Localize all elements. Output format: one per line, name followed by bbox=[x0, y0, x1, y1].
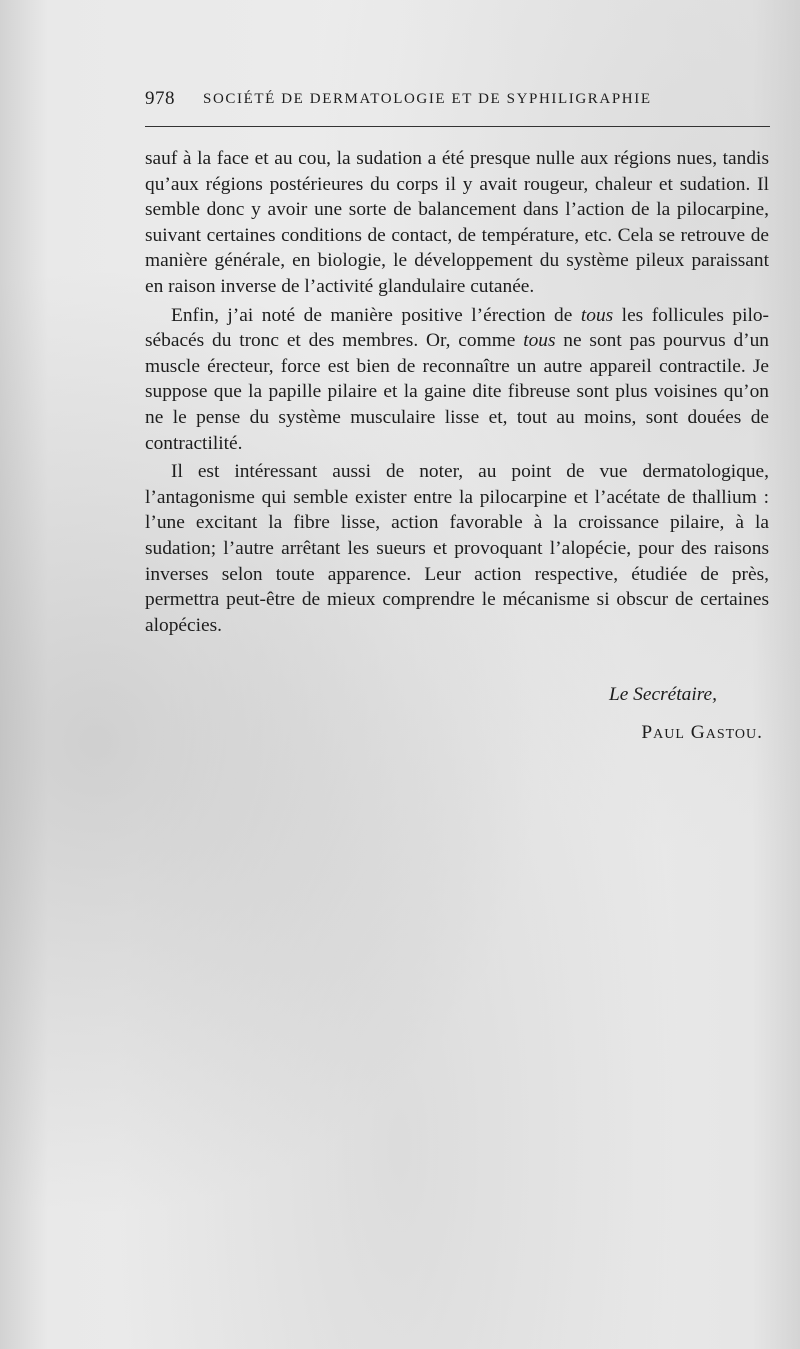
page-number: 978 bbox=[145, 88, 175, 109]
paragraph-2 bbox=[145, 303, 769, 457]
body-text bbox=[145, 146, 769, 638]
emphasis-tous-2: tous bbox=[523, 330, 556, 352]
paragraph-1: sauf à la face et au cou, la sudation a été presque nulle aux régions nues, tandis qu’aux régions postérieures du corps il y avait rougeur, chaleur et sudation. Il semble donc y avoir une sorte de balancement dans l’action de la pilocarpine, suivant certaines conditions de contact, de température, etc. Cela se retrouve de manière générale, en biologie, le développement du système pileux paraissant en raison inverse de l’activité glandulaire cutanée. bbox=[145, 148, 769, 297]
journal-title: SOCIÉTÉ DE DERMATOLOGIE ET DE SYPHILIGRAPHIE bbox=[203, 91, 652, 107]
emphasis-tous-1: tous bbox=[580, 304, 614, 326]
paragraph-3: Il est intéressant aussi de noter, au point de vue dermatologique, l’antagonisme qui semble exister entre la pilocarpine et l’acétate de thallium : l’une excitant la fibre lisse, action favorable à la croissance pilaire, à la sudation; l’autre arrêtant les sueurs et provoquant l’alopécie, pour des raisons inverses selon toute apparence. Leur action respective, étudiée de près, permettra peut-être de mieux comprendre le mécanisme si obscur de certaines alopécies. bbox=[145, 461, 769, 636]
paragraph-2-part-1: Enfin, j’ai noté de manière positive l’érection de bbox=[171, 304, 581, 326]
signature-block bbox=[145, 680, 769, 748]
signature-name: Paul Gastou. bbox=[641, 722, 763, 743]
header-rule bbox=[145, 126, 770, 127]
show-through-text bbox=[150, 700, 770, 1260]
paragraph-2-part-2: les follicules pilo-sébacés du tronc et des membres. Or, comme bbox=[145, 304, 769, 352]
paragraph-2-part-3: ne sont pas pourvus d’un muscle érecteur, force est bien de reconnaître un autre appareil contractile. Je suppose que la papille pilaire et la gaine dite fibreuse sont plus voisines qu’on ne le pense du système musculaire lisse et, tout au moins, sont douées de contractilité. bbox=[145, 330, 769, 454]
signature-role: Le Secrétaire, bbox=[608, 684, 717, 705]
running-head bbox=[145, 88, 765, 114]
